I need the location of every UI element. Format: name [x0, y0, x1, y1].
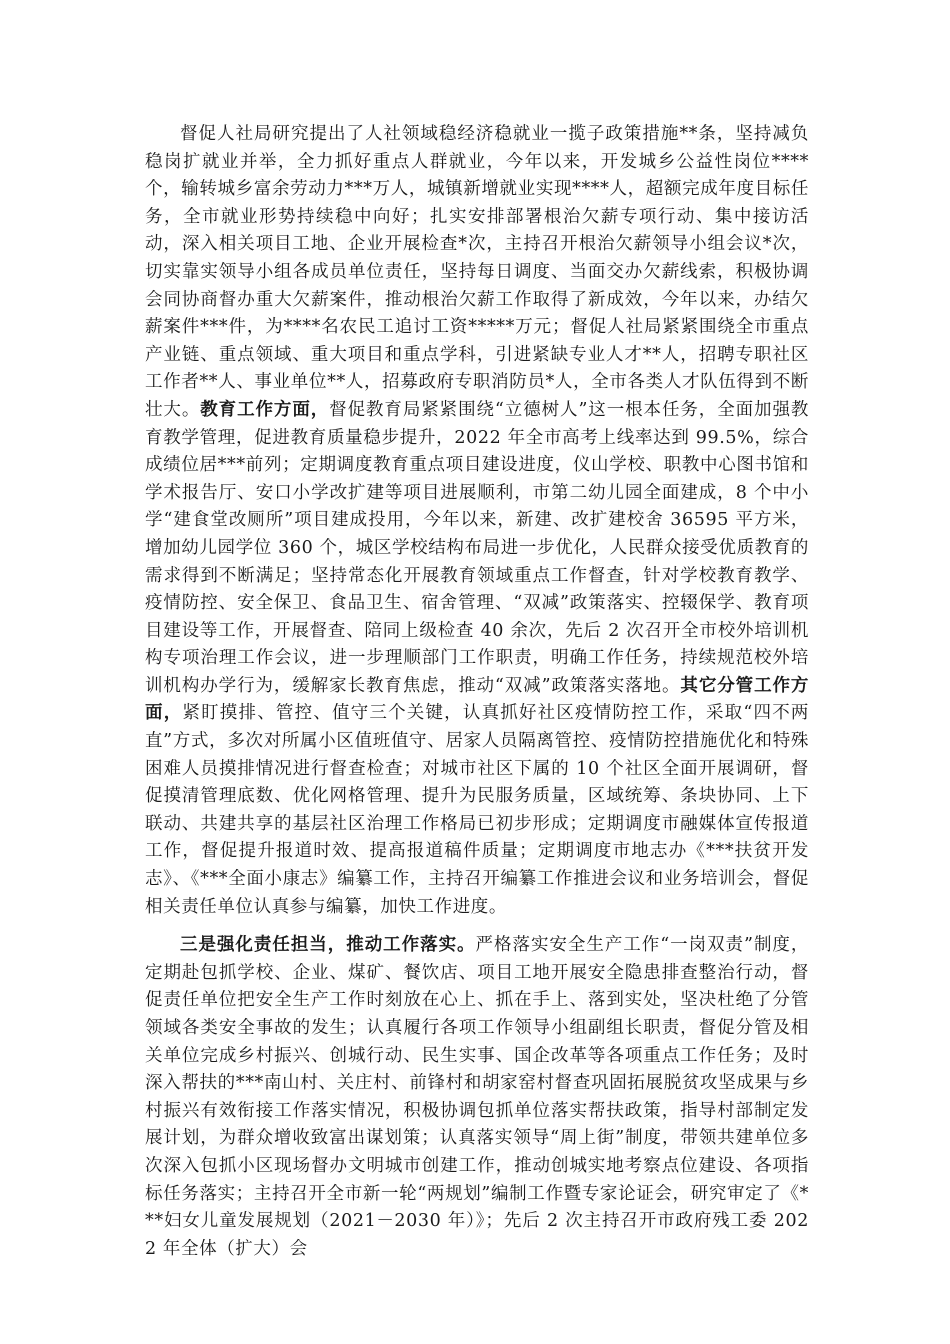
- document-page: [145, 121, 809, 1263]
- text-other-work: 紧盯摸排、管控、值守三个关键，认真抓好社区疫情防控工作，采取“四不两直”方式，多次对所属小区值班值守、居家人员隔离管控、疫情防控措施优化和特殊困难人员摸排情况进行督查检查；对城市社区下属的 10 个社区全面开展调研，督促摸清管理底数、优化网格管理、提升为民服务质量，区域统筹、条块协同、上下联动、共建共享的基层社区治理工作格局已初步形成；定期调度市融媒体宣传报道工作，督促提升报道时效、提高报道稿件质量；定期调度市地志办《***扶贫开发志》、《***全面小康志》编纂工作，主持召开编纂工作推进会议和业务培训会，督促相关责任单位认真参与编纂，加快工作进度。: [145, 703, 810, 917]
- heading-education-work: 教育工作方面，: [200, 399, 330, 420]
- heading-responsibility: 三是强化责任担当，推动工作落实。: [180, 935, 476, 956]
- text-responsibility: 严格落实安全生产工作“一岗双责”制度，定期赴包抓学校、企业、煤矿、餐饮店、项目工地开展安全隐患排查整治行动，督促责任单位把安全生产工作时刻放在心上、抓在手上、落到实处，坚决杜绝了分管领域各类安全事故的发生；认真履行各项工作领导小组副组长职责，督促分管及相关单位完成乡村振兴、创城行动、民生实事、国企改革等各项重点工作任务；及时深入帮扶的***南山村、关庄村、前锋村和胡家窑村督查巩固拓展脱贫攻坚成果与乡村振兴有效衔接工作落实情况，积极协调包抓单位落实帮扶政策，指导村部制定发展计划，为群众增收致富出谋划策；认真落实领导“周上街”制度，带领共建单位多次深入包抓小区现场督办文明城市创建工作，推动创城实地考察点位建设、各项指标任务落实；主持召开全市新一轮“两规划”编制工作暨专家论证会，研究审定了《***妇女儿童发展规划（2021－2030 年）》；先后 2 次主持召开市政府残工委 2022 年全体（扩大）会: [145, 935, 809, 1259]
- paragraph-employment-education-other: [145, 121, 809, 921]
- text-education-work: 督促教育局紧紧围绕“立德树人”这一根本任务，全面加强教育教学管理，促进教育质量稳步提升，2022 年全市高考上线率达到 99.5%，综合成绩位居***前列；定期调度教育重点项目建设进度，仪山学校、职教中心图书馆和学术报告厅、安口小学改扩建等项目进展顺利，市第二幼儿园全面建成，8 个中小学“建食堂改厕所”项目建成投用，今年以来，新建、改扩建校舍 36595 平方米，增加幼儿园学位 360 个，城区学校结构布局进一步优化，人民群众接受优质教育的需求得到不断满足；坚持常态化开展教育领域重点工作督查，针对学校教育教学、疫情防控、安全保卫、食品卫生、宿舍管理、“双减”政策落实、控辍保学、教育项目建设等工作，开展督查、陪同上级检查 40 余次，先后 2 次召开全市校外培训机构专项治理工作会议，进一步理顺部门工作职责，明确工作任务，持续规范校外培训机构办学行为，缓解家长教育焦虑，推动“双减”政策落实落地。: [145, 399, 809, 696]
- text-employment-wage-talent: 督促人社局研究提出了人社领域稳经济稳就业一揽子政策措施**条，坚持减负稳岗扩就业并举，全力抓好重点人群就业，今年以来，开发城乡公益性岗位****个，输转城乡富余劳动力***万人，城镇新增就业实现****人，超额完成年度目标任务，全市就业形势持续稳中向好；扎实安排部署根治欠薪专项行动、集中接访活动，深入相关项目工地、企业开展检查*次，主持召开根治欠薪领导小组会议*次，切实靠实领导小组各成员单位责任，坚持每日调度、当面交办欠薪线索，积极协调会同协商督办重大欠薪案件，推动根治欠薪工作取得了新成效，今年以来，办结欠薪案件***件，为****名农民工追讨工资*****万元；督促人社局紧紧围绕全市重点产业链、重点领域、重大项目和重点学科，引进紧缺专业人才**人，招聘专职社区工作者**人、事业单位**人，招募政府专职消防员*人，全市各类人才队伍得到不断壮大。: [145, 124, 809, 420]
- paragraph-responsibility: [145, 932, 809, 1263]
- heading-other-work: 其它分管工作方面，: [145, 675, 810, 724]
